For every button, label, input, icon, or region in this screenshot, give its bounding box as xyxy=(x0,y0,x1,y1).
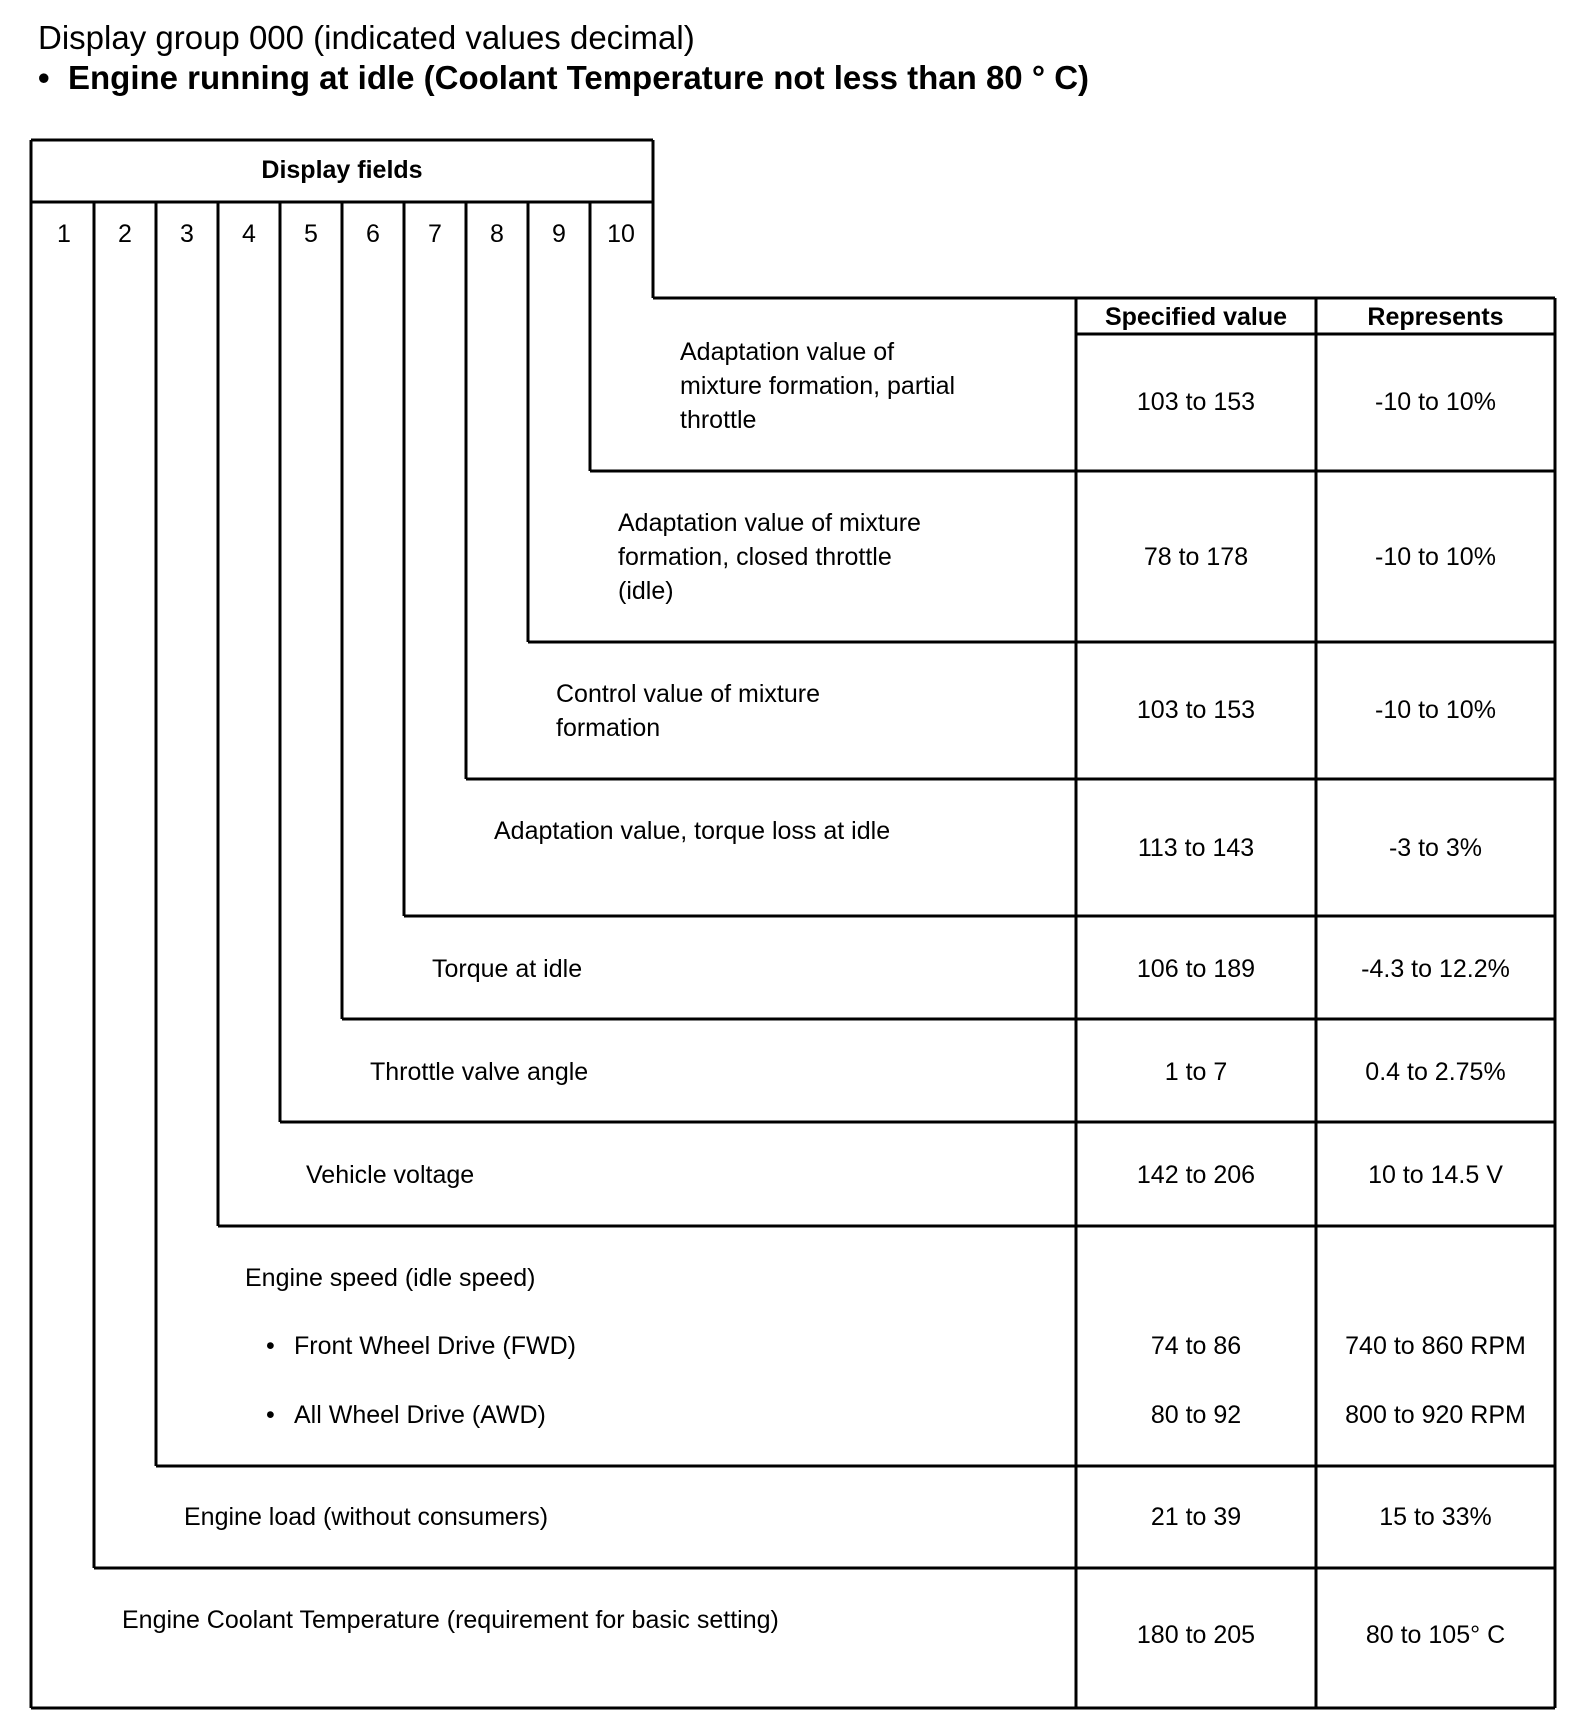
field-number: 8 xyxy=(490,220,504,248)
row-1-description: Engine Coolant Temperature (requirement for basic setting) xyxy=(122,1606,779,1634)
row-1-specified: 180 to 205 xyxy=(1136,1621,1256,1649)
display-fields-header: Display fields xyxy=(261,156,423,184)
row-8-specified: 103 to 153 xyxy=(1136,696,1256,724)
row-1-represents: 80 to 105° C xyxy=(1365,1621,1506,1649)
row-3-awd-label: All Wheel Drive (AWD) xyxy=(294,1401,546,1429)
field-number: 7 xyxy=(428,220,442,248)
field-number: 3 xyxy=(180,220,194,248)
field-number: 4 xyxy=(242,220,256,248)
row-3-fwd-label: Front Wheel Drive (FWD) xyxy=(294,1332,576,1360)
row-6-specified: 106 to 189 xyxy=(1136,955,1256,983)
row-3-fwd-specified: 74 to 86 xyxy=(1150,1332,1242,1360)
row-3-fwd-represents: 740 to 860 RPM xyxy=(1345,1332,1526,1360)
row-10-specified: 103 to 153 xyxy=(1136,388,1256,416)
field-number: 1 xyxy=(57,220,71,248)
document-title: Display group 000 (indicated values decimal) xyxy=(38,19,695,56)
specified-value-header: Specified value xyxy=(1104,303,1288,331)
row-5-represents: 0.4 to 2.75% xyxy=(1365,1058,1506,1086)
row-3-fwd-bullet: • xyxy=(266,1332,275,1360)
field-number: 2 xyxy=(118,220,132,248)
row-6-description: Torque at idle xyxy=(432,955,583,983)
row-2-represents: 15 to 33% xyxy=(1379,1503,1492,1531)
row-3-awd-specified: 80 to 92 xyxy=(1150,1401,1242,1429)
row-9-description: Adaptation value of mixture formation, closed throttle (idle) xyxy=(618,509,921,605)
row-4-represents: 10 to 14.5 V xyxy=(1368,1161,1503,1189)
row-10-description: Adaptation value of mixture formation, partial throttle xyxy=(680,338,956,434)
row-4-specified: 142 to 206 xyxy=(1136,1161,1256,1189)
row-3-awd-bullet: • xyxy=(266,1401,275,1429)
row-10-represents: -10 to 10% xyxy=(1375,388,1496,416)
row-8-represents: -10 to 10% xyxy=(1375,696,1496,724)
field-number: 6 xyxy=(366,220,380,248)
condition-bullet: • xyxy=(38,59,50,96)
row-5-description: Throttle valve angle xyxy=(370,1058,589,1086)
row-2-description: Engine load (without consumers) xyxy=(184,1503,549,1531)
row-3-description: Engine speed (idle speed) xyxy=(245,1264,536,1292)
row-4-description: Vehicle voltage xyxy=(306,1161,475,1189)
row-9-represents: -10 to 10% xyxy=(1375,543,1496,571)
row-9-specified: 78 to 178 xyxy=(1143,543,1249,571)
row-2-specified: 21 to 39 xyxy=(1150,1503,1242,1531)
field-number: 9 xyxy=(552,220,566,248)
row-3-awd-represents: 800 to 920 RPM xyxy=(1345,1401,1526,1429)
row-8-description: Control value of mixture formation xyxy=(556,680,821,742)
row-7-specified: 113 to 143 xyxy=(1137,834,1255,862)
row-6-represents: -4.3 to 12.2% xyxy=(1361,955,1510,983)
row-5-specified: 1 to 7 xyxy=(1164,1058,1228,1086)
field-number: 5 xyxy=(304,220,318,248)
row-7-represents: -3 to 3% xyxy=(1388,834,1483,862)
condition-text: Engine running at idle (Coolant Temperature not less than 80 ° C) xyxy=(68,59,1090,96)
field-number: 10 xyxy=(607,220,635,248)
row-7-description: Adaptation value, torque loss at idle xyxy=(494,817,891,845)
represents-header: Represents xyxy=(1367,303,1504,331)
